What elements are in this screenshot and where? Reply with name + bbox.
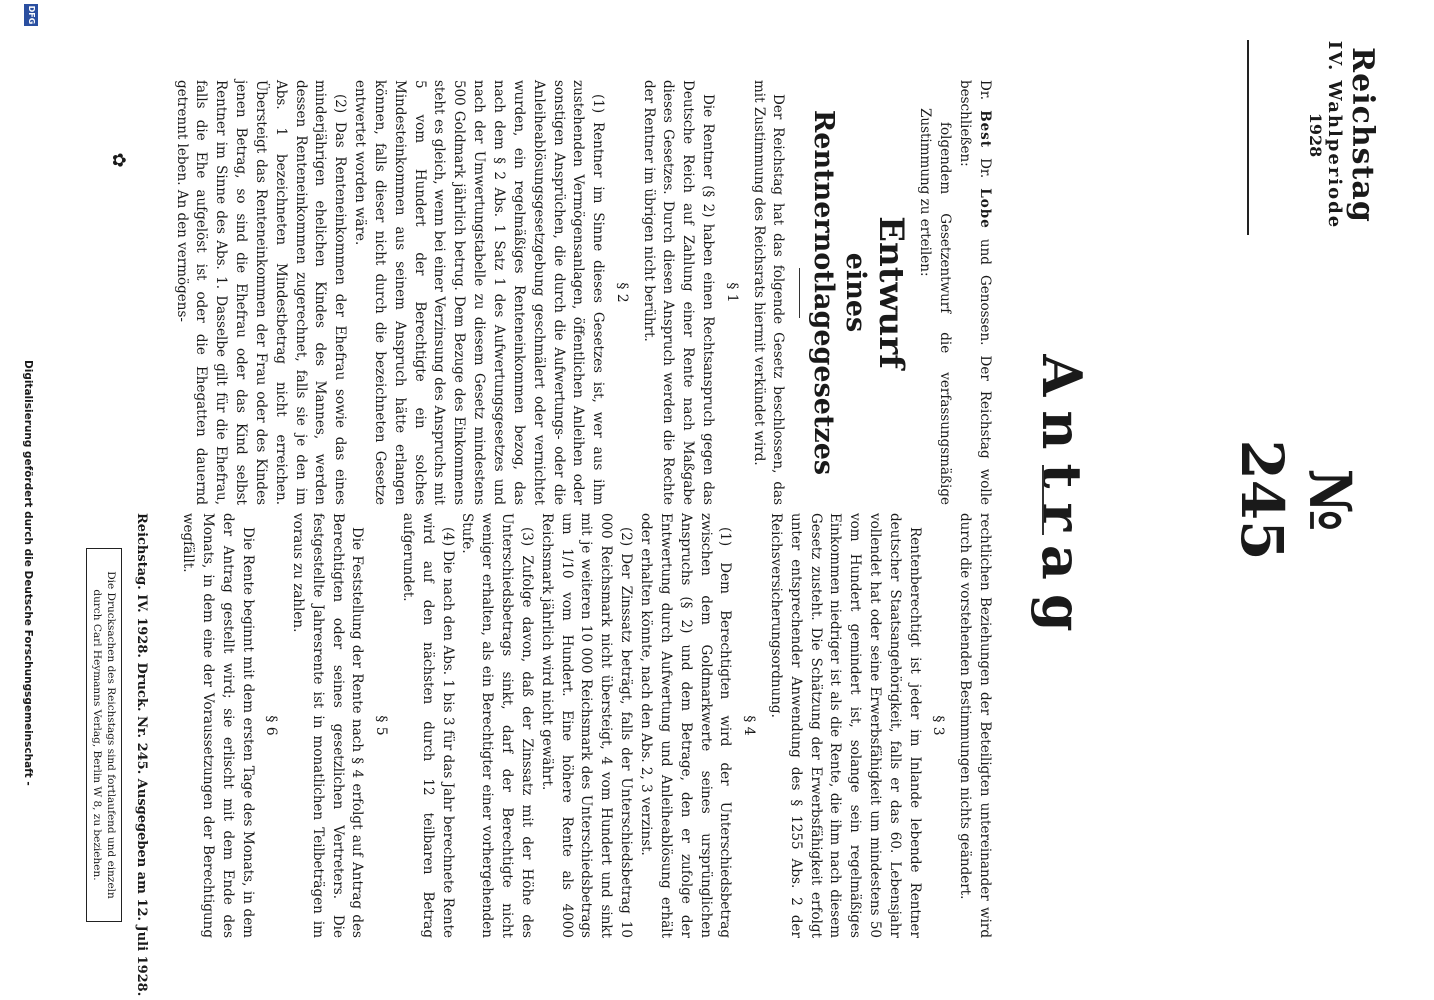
document-title: Antrag — [1030, 354, 1094, 646]
signers-suffix: und Genossen. Der Reichstag wolle beschließen: — [957, 80, 993, 506]
section-2-heading: § 2 — [613, 282, 630, 303]
section-5-heading: § 5 — [373, 715, 390, 736]
section-2-paragraph-2: (2) Das Renteneinkommen der Ehefrau sowie das eines minderjährigen ehelichen Kindes des Mannes, werden dessen Renteneinkommen zugerechnet, falls sie je den im Abs. 1 bezeichneten Mindestbetrag nicht erreichen. Übersteigt das Renteneinkommen der Frau oder des Kindes jenen Betrag, so sind die Ehefrau oder das Kind selbst Rentner im Sinne des Abs. 1. Dasselbe gilt für die Ehefrau, falls die Ehe aufgelöst ist oder die Ehegatten dauernd getrennt leben. An den vermögens- — [173, 80, 349, 505]
intro-text: folgendem Gesetzentwurf die verfassungsmäßige Zustimmung zu erteilen: — [917, 108, 954, 505]
section-6-heading: § 6 — [263, 715, 280, 736]
document-number: № 245 — [1228, 439, 1364, 561]
signers-line — [954, 80, 994, 505]
section-4-paragraph-1: (1) Dem Berechtigten wird der Unterschiedsbetrag zwischen dem Goldmarkwerte seines ursprünglichen Anspruchs (§ 2) und dem Betrage, den er zufolge der Entwertung durch Aufwertung und Anleiheablösung erhält oder erhalten könnte, nach den Abs. 2, 3 verzinst. — [638, 513, 734, 938]
section-3-text: Rentenberechtigt ist jeder im Inlande lebende Rentner deutscher Staatsangehörigkeit, falls er das 60. Lebensjahr vollendet hat oder seine Erwerbsfähigkeit um mindestens 50 vom Hundert gemindert ist, solange sein regelmäßiges Einkommen niedriger ist als die Rente, die ihm nach diesem Gesetz zusteht. Die Schätzung der Erwerbsfähigkeit erfolgt unter entsprechender Anwendung des § 1255 Abs. 2 der Reichsversicherungsordnung. — [767, 513, 923, 938]
entwurf-subtitle: eines Rentnernotlagegesetzes — [807, 109, 872, 476]
continuation-text: rechtlichen Beziehungen der Beteiligten untereinander wird durch die vorstehenden Bestimmungen nichts geändert. — [957, 513, 993, 938]
left-column — [171, 80, 994, 505]
institution-name: Reichstag — [1345, 47, 1380, 223]
section-1-heading: § 1 — [723, 282, 740, 303]
section-3-heading: § 3 — [930, 715, 947, 736]
signer-lobe: Lobe — [977, 188, 993, 229]
section-4-paragraph-4: (4) Die nach den Abs. 1 bis 3 für das Jahr berechnete Rente wird auf den nächsten durch 12 teilbaren Betrag aufgerundet. — [399, 513, 456, 938]
right-column — [177, 513, 994, 938]
signers-mid: Dr. — [977, 148, 993, 189]
header-rule — [1247, 40, 1249, 235]
section-4-paragraph-3: (3) Zufolge davon, daß der Zinssatz mit der Höhe des Unterschiedsbetrags sinkt, darf der Berechtigte nicht weniger erhalten, als ein Berechtigter einer vorhergehenden Stufe. — [459, 513, 535, 938]
section-rule — [799, 268, 800, 318]
title-rule — [1042, 465, 1044, 535]
section-5-text: Die Feststellung der Rente nach § 4 erfolgt auf Antrag des Berechtigten oder seines gesetzlichen Vertreters. Die festgestellte Jahresrente ist in monatlichen Teilbeträgen im voraus zu zahlen. — [289, 513, 366, 938]
flower-ornament-icon: ✿ — [108, 152, 129, 168]
dfg-logo: DFG — [24, 4, 38, 26]
entwurf-title: Entwurf — [870, 216, 911, 369]
signer-best: Best — [977, 110, 993, 149]
section-2-paragraph-1: (1) Rentner im Sinne dieses Gesetzes ist, wer aus ihm zustehenden Vermögensanlagen, öffentlichen Anleihen oder sonstigen Ansprüchen, die durch die Aufwertungs- oder die Anleiheablösungsgesetzgebung geschmälert oder vernichtet wurden, ein regelmäßiges Renteneinkommen bezog, das nach dem § 2 Abs. 1 Satz 1 des Aufwertungsgesetzes und nach der Umwertungstabelle zu diesem Gesetz mindestens 500 Goldmark jährlich betrug. Dem Bezuge des Einkommens steht es gleich, wenn bei einer Verzinsung des Anspruchs mit 5 vom Hundert der Berechtigte ein solches Mindesteinkommen aus seinem Anspruch hätte erlangen können, falls dieser nicht durch die bezeichneten Gesetze entwertet worden wäre. — [352, 80, 607, 505]
period-label: IV. Wahlperiode — [1324, 40, 1346, 230]
section-4-heading: § 4 — [740, 715, 757, 736]
preamble-text: Der Reichstag hat das folgende Gesetz beschlossen, das mit Zustimmung des Reichsrats hiermit verkündet wird. — [750, 80, 787, 505]
print-info-line: Reichstag. IV. 1928. Druck. Nr. 245. Ausgegeben am 12. Juli 1928. — [134, 513, 149, 997]
institution-header — [1305, 40, 1379, 230]
year-label: 1928 — [1305, 112, 1325, 158]
digitization-note: Digitalisierung gefördert durch die Deutsche Forschungsgemeinschaft - — [22, 360, 34, 786]
section-1-text: Die Rentner (§ 2) haben einen Rechtsanspruch gegen das Deutsche Reich auf Zahlung einer Rente nach Maßgabe dieses Gesetzes. Durch diesen Anspruch werden die Rechte der Rentner im übrigen nicht berührt. — [640, 80, 717, 505]
section-6-text: Die Rente beginnt mit dem ersten Tage des Monats, in dem der Antrag gestellt wird; sie erlischt mit dem Ende des Monats, in dem eine der Voraussetzungen der Berechtigung wegfällt. — [180, 513, 256, 938]
signers-prefix: Dr. — [977, 80, 993, 101]
distribution-notice: Die Drucksachen des Reichstags sind fortlaufend und einzeln durch Carl Heymanns Verlag, Berlin W 8, zu beziehen. — [86, 548, 122, 922]
section-4-paragraph-2: (2) Der Zinssatz beträgt, falls der Unterschiedsbetrag 10 000 Reichsmark nicht übersteigt, 4 vom Hundert und sinkt mit je weiteren 10 000 Reichsmark des Unterschiedsbetrags um 1/10 vom Hundert. Eine höhere Rente als 4000 Reichsmark jährlich wird nicht gewährt. — [538, 513, 635, 938]
